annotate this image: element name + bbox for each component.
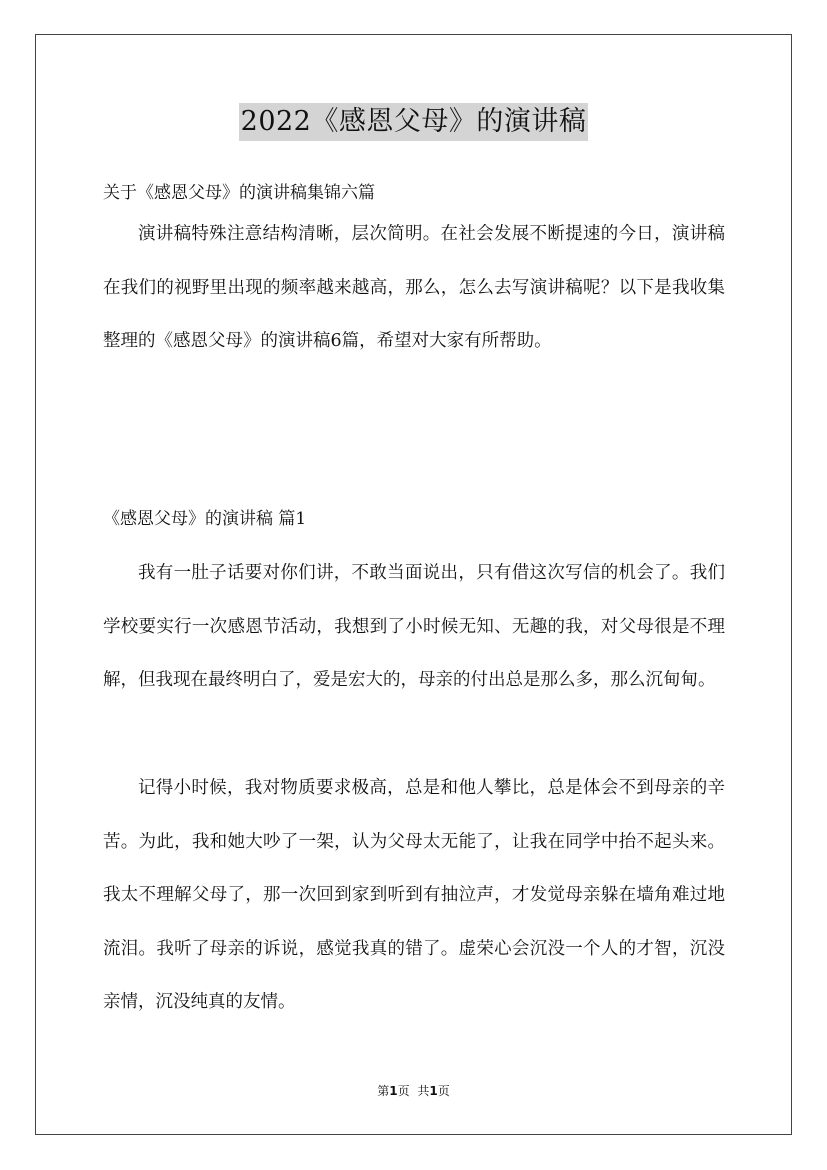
section-heading: 《感恩父母》的演讲稿 篇1 [103,509,307,529]
footer-total-suffix: 页 [437,1084,450,1098]
body-paragraph-2: 记得小时候，我对物质要求极高，总是和他人攀比，总是体会不到母亲的辛苦。为此，我和她大吵了一架，认为父母太无能了，让我在同学中抬不起头来。我太不理解父母了，那一次回到家到听到有抽泣声，才发觉母亲躲在墙角难过地流泪。我听了母亲的诉说，感觉我真的错了。虚荣心会沉没一个人的才智，沉没亲情，沉没纯真的友情。 [103,778,725,1012]
footer-total-number: 1 [429,1084,438,1098]
footer-page-number: 1 [389,1084,398,1098]
page-footer [0,1083,827,1099]
document-title: 2022《感恩父母》的演讲稿 [239,103,589,141]
document-subtitle: 关于《感恩父母》的演讲稿集锦六篇 [103,183,375,203]
footer-total-prefix: 共 [417,1084,430,1098]
title-container [0,103,827,141]
intro-paragraph: 演讲稿特殊注意结构清晰，层次简明。在社会发展不断提速的今日，演讲稿在我们的视野里出现的频率越来越高，那么，怎么去写演讲稿呢？以下是我收集整理的《感恩父母》的演讲稿6篇，希望对大家有所帮助。 [103,224,725,351]
body-paragraph-1: 我有一肚子话要对你们讲，不敢当面说出，只有借这次写信的机会了。我们学校要实行一次感恩节活动，我想到了小时候无知、无趣的我，对父母很是不理解，但我现在最终明白了，爱是宏大的，母亲的付出总是那么多，那么沉甸甸。 [103,563,725,690]
footer-page-prefix: 第 [377,1084,390,1098]
footer-page-suffix: 页 [397,1084,410,1098]
